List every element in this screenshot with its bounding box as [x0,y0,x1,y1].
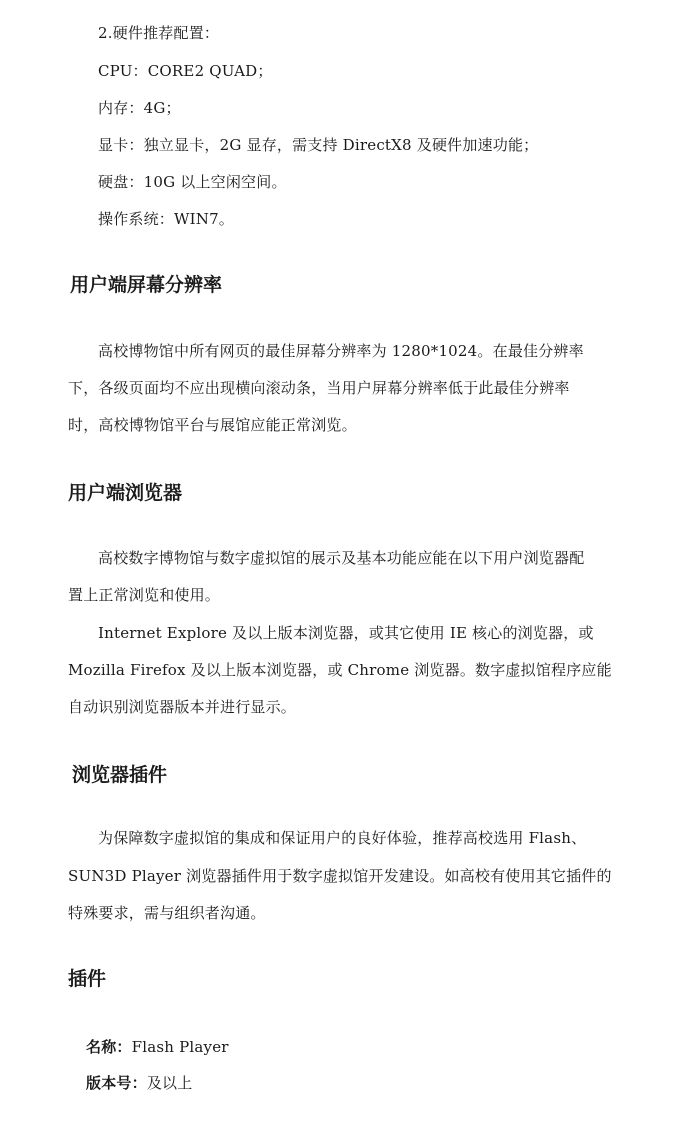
browser-line-5: 自动识别浏览器版本并进行显示。 [68,698,297,716]
resolution-line-1: 高校博物馆中所有网页的最佳屏幕分辨率为 1280*1024。在最佳分辨率 [98,342,584,360]
plugins-line-1: 为保障数字虚拟馆的集成和保证用户的良好体验，推荐高校选用 Flash、 [98,829,587,847]
resolution-line-2: 下，各级页面均不应出现横向滚动条，当用户屏幕分辨率低于此最佳分辨率 [68,379,570,397]
hardware-memory: 内存：4G； [98,99,181,117]
resolution-heading: 用户端屏幕分辨率 [70,274,223,296]
browser-line-3: Internet Explore 及以上版本浏览器，或其它使用 IE 核心的浏览器，或 [98,624,594,642]
plugin-name-label: 名称： [86,1038,132,1056]
browser-line-1: 高校数字博物馆与数字虚拟馆的展示及基本功能应能在以下用户浏览器配 [98,549,585,567]
plugin-name-row [86,1037,229,1057]
browser-heading: 用户端浏览器 [68,482,183,504]
browser-line-4: Mozilla Firefox 及以上版本浏览器，或 Chrome 浏览器。数字虚拟馆程序应能 [68,661,612,679]
plugins-heading: 浏览器插件 [72,764,168,786]
hardware-os: 操作系统：WIN7。 [98,210,235,228]
browser-line-2: 置上正常浏览和使用。 [68,586,221,604]
hardware-title: 2.硬件推荐配置： [98,24,220,42]
hardware-gpu: 显卡：独立显卡，2G 显存，需支持 DirectX8 及硬件加速功能； [98,136,539,154]
hardware-cpu: CPU：CORE2 QUAD； [98,62,273,80]
plugin-heading: 插件 [68,968,107,990]
plugins-line-2: SUN3D Player 浏览器插件用于数字虚拟馆开发建设。如高校有使用其它插件的 [68,867,612,885]
hardware-disk: 硬盘：10G 以上空闲空间。 [98,173,287,191]
plugins-line-3: 特殊要求，需与组织者沟通。 [68,904,266,922]
resolution-line-3: 时，高校博物馆平台与展馆应能正常浏览。 [68,416,357,434]
plugin-version-row [86,1073,192,1093]
plugin-name-value: Flash Player [131,1038,229,1056]
plugin-version-label: 版本号： [86,1074,147,1092]
plugin-version-value: 及以上 [146,1074,193,1092]
